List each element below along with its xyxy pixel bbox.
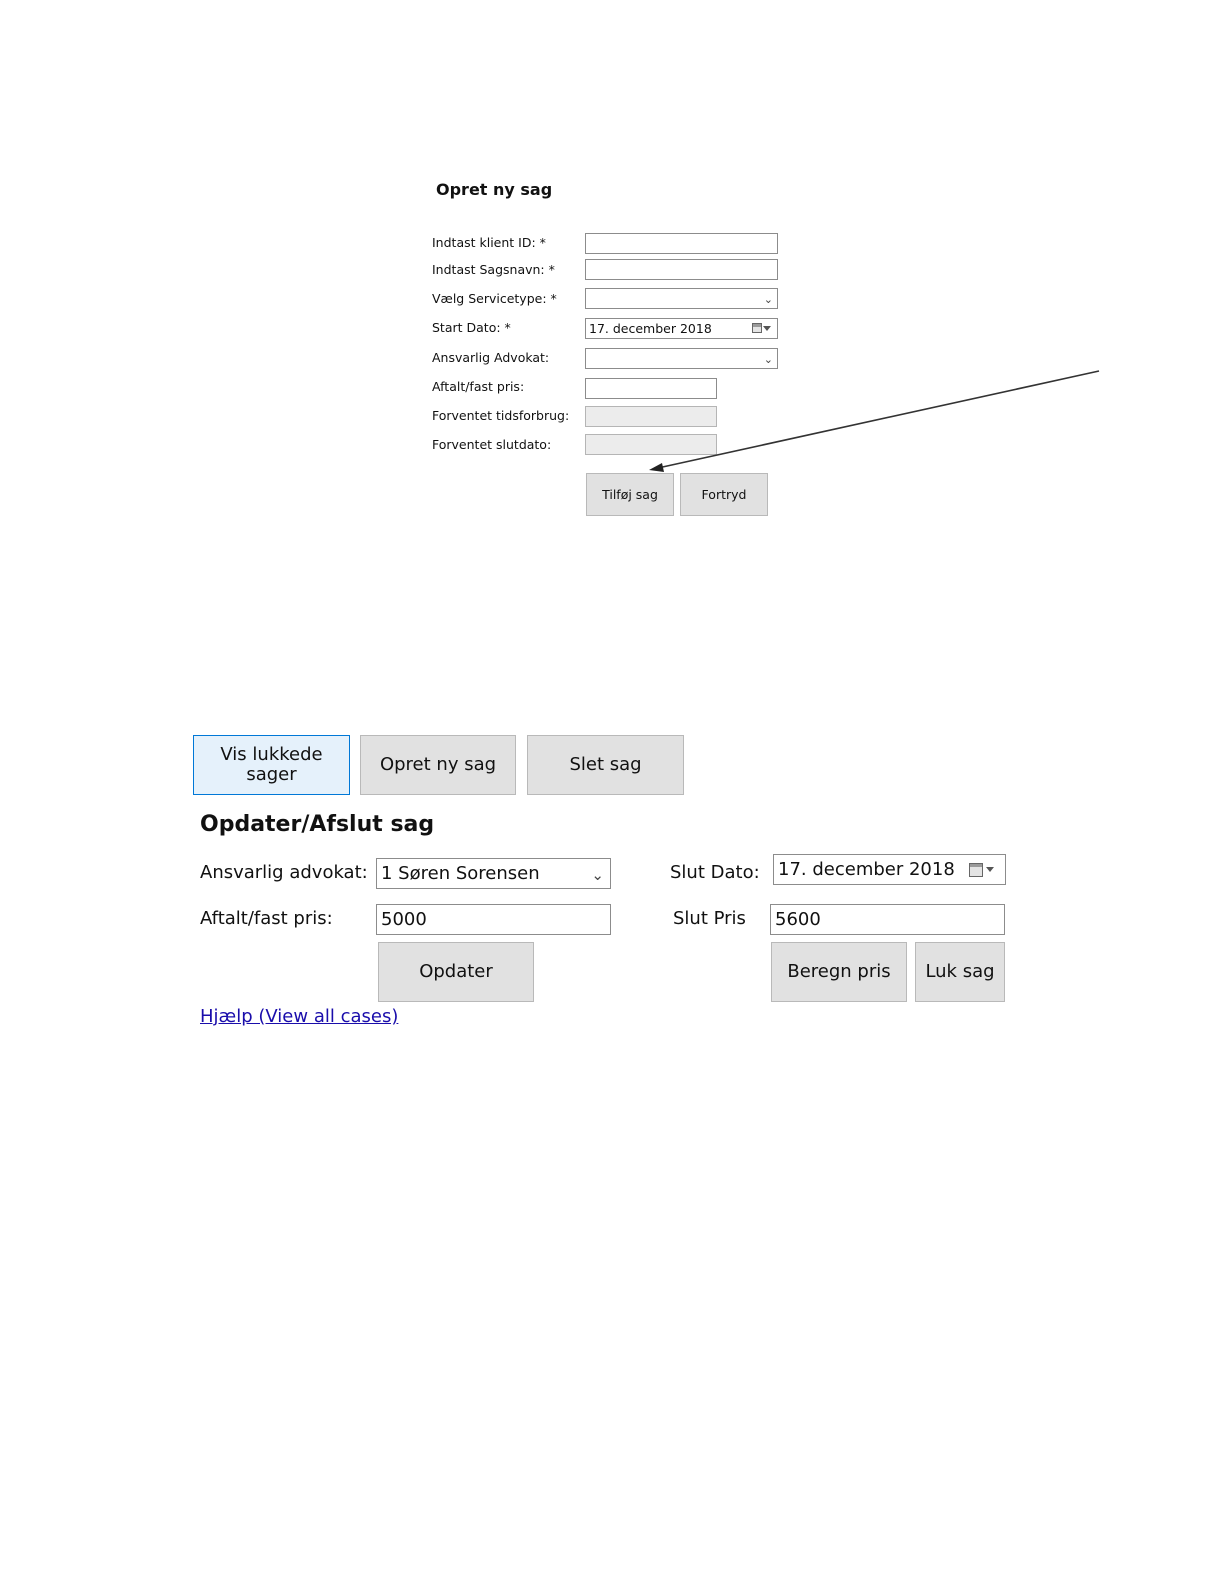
cancel-button[interactable]: Fortryd	[680, 473, 768, 516]
end-date-label: Slut Dato:	[670, 862, 760, 883]
show-closed-line1: Vis lukkede	[220, 744, 323, 765]
case-name-input[interactable]	[585, 259, 778, 280]
lawyer-update-select[interactable]	[376, 858, 611, 889]
fixed-price-label: Aftalt/fast pris:	[432, 379, 525, 394]
lawyer-update-value: 1 Søren Sorensen	[381, 863, 540, 884]
end-price-label: Slut Pris	[673, 908, 746, 929]
chevron-down-icon: ⌄	[591, 866, 604, 884]
client-id-input[interactable]	[585, 233, 778, 254]
calendar-dropdown-icon[interactable]	[763, 326, 771, 331]
update-button[interactable]: Opdater	[378, 942, 534, 1002]
add-case-button[interactable]: Tilføj sag	[586, 473, 674, 516]
close-case-button[interactable]: Luk sag	[915, 942, 1005, 1002]
create-new-case-button[interactable]: Opret ny sag	[360, 735, 516, 795]
show-closed-cases-button[interactable]	[193, 735, 350, 795]
price-update-label: Aftalt/fast pris:	[200, 908, 333, 929]
fixed-price-input[interactable]	[585, 378, 717, 399]
calculate-price-button[interactable]: Beregn pris	[771, 942, 907, 1002]
end-date-value: 17. december 2018	[778, 859, 955, 880]
create-case-title: Opret ny sag	[436, 180, 553, 199]
price-update-value: 5000	[381, 909, 427, 930]
expected-end-date-label: Forventet slutdato:	[432, 437, 552, 452]
chevron-down-icon: ⌄	[763, 353, 773, 366]
calendar-icon[interactable]	[969, 863, 983, 877]
case-name-label: Indtast Sagsnavn: *	[432, 262, 555, 277]
chevron-down-icon: ⌄	[763, 293, 773, 306]
expected-time-label: Forventet tidsforbrug:	[432, 408, 570, 423]
expected-time-input	[585, 406, 717, 427]
delete-case-button[interactable]: Slet sag	[527, 735, 684, 795]
end-price-input[interactable]	[770, 904, 1005, 935]
start-date-picker[interactable]	[585, 318, 778, 339]
calendar-icon[interactable]	[752, 323, 762, 333]
start-date-value: 17. december 2018	[589, 321, 712, 336]
service-type-select[interactable]	[585, 288, 778, 309]
service-type-label: Vælg Servicetype: *	[432, 291, 557, 306]
lawyer-label: Ansvarlig Advokat:	[432, 350, 550, 365]
client-id-label: Indtast klient ID: *	[432, 235, 546, 250]
lawyer-update-label: Ansvarlig advokat:	[200, 862, 368, 883]
lawyer-select[interactable]	[585, 348, 778, 369]
expected-end-date-input	[585, 434, 717, 455]
end-date-picker[interactable]	[773, 854, 1006, 885]
start-date-label: Start Dato: *	[432, 320, 511, 335]
show-closed-line2: sager	[246, 764, 297, 785]
help-link[interactable]: Hjælp (View all cases)	[200, 1006, 399, 1027]
calendar-dropdown-icon[interactable]	[986, 867, 994, 872]
end-price-value: 5600	[775, 909, 821, 930]
price-update-input[interactable]	[376, 904, 611, 935]
update-case-title: Opdater/Afslut sag	[200, 812, 435, 837]
